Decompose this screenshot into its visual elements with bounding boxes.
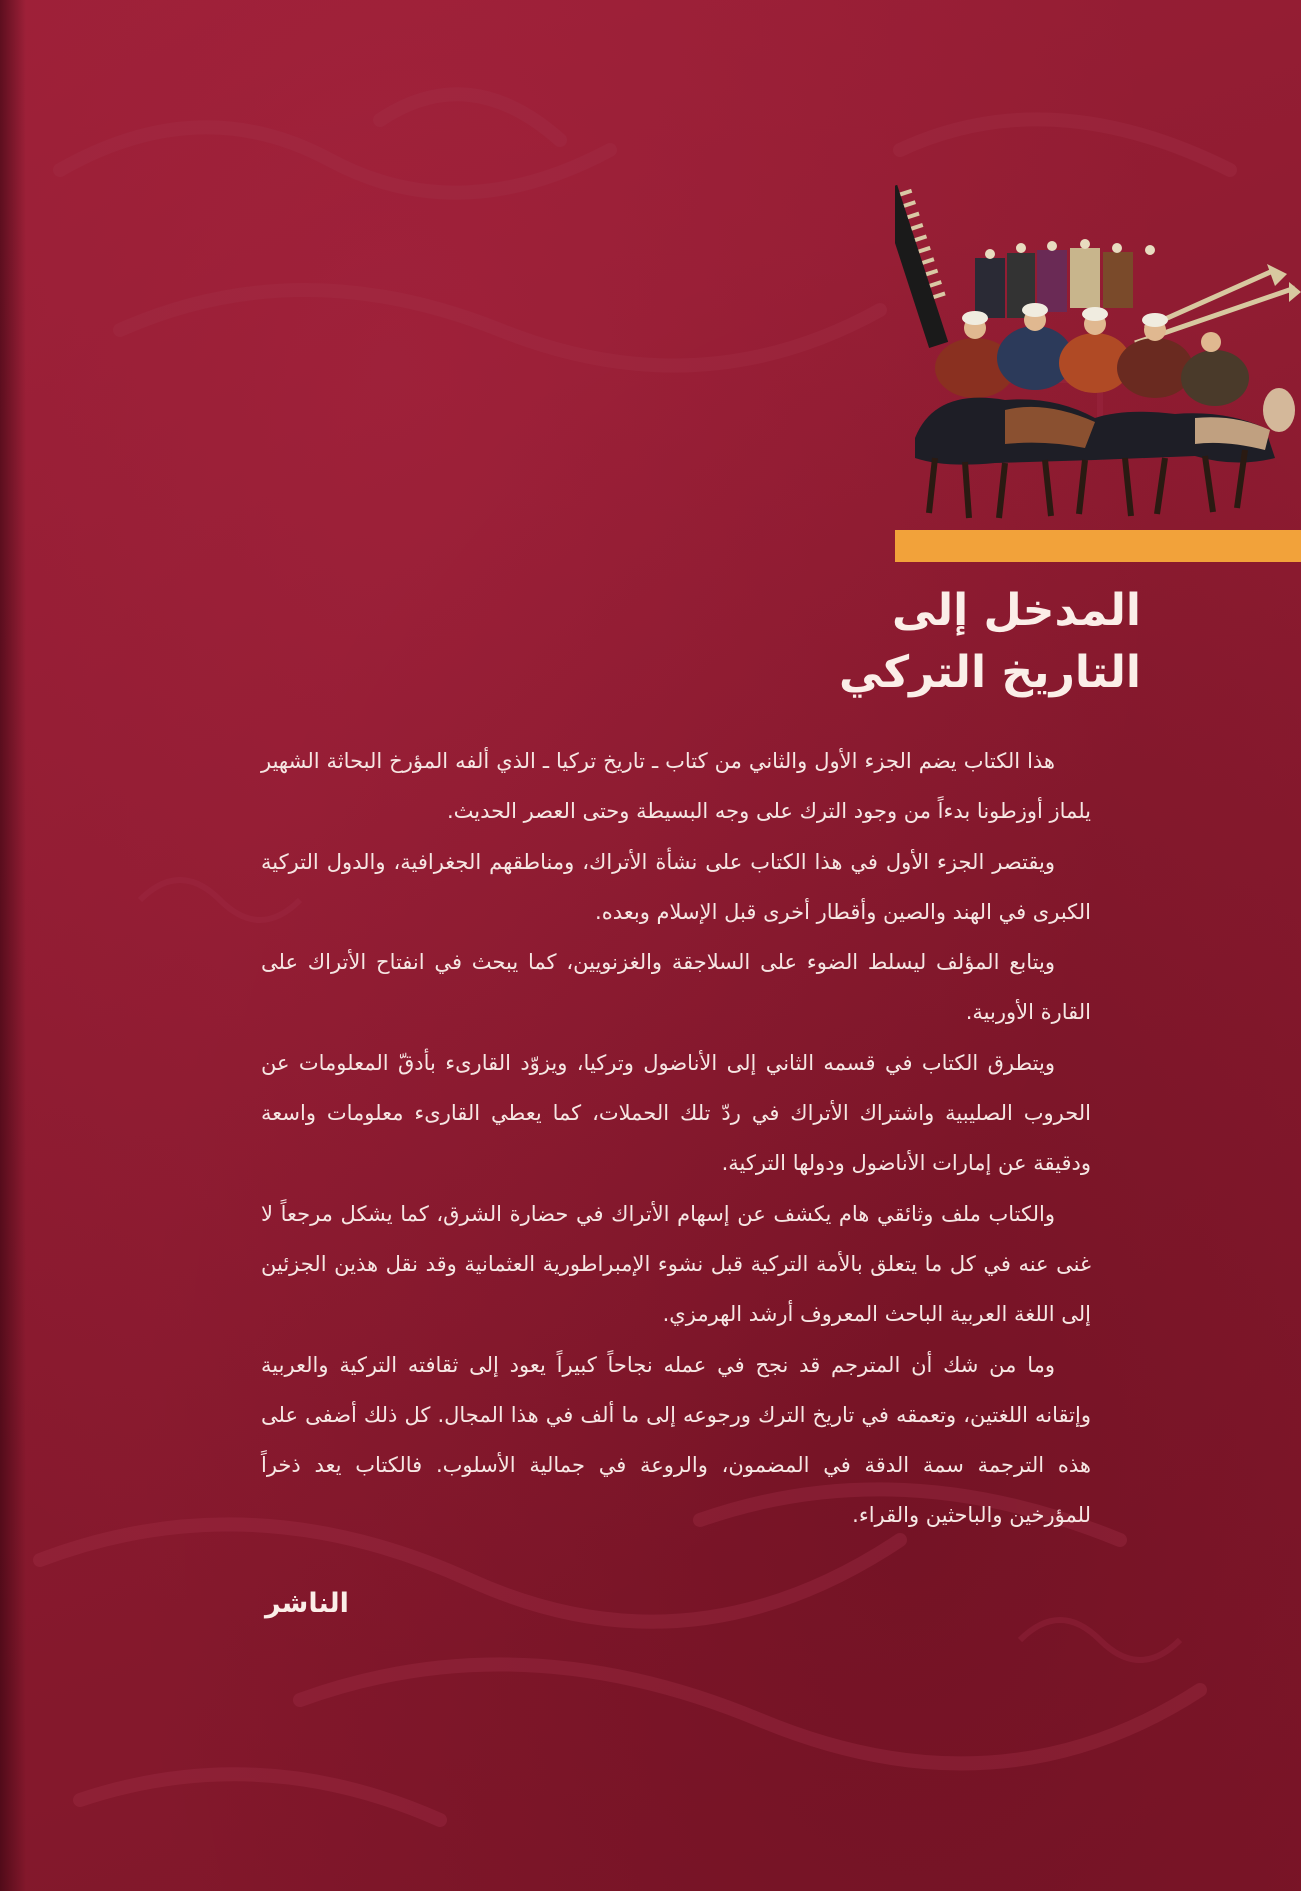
book-title-line-1: المدخل إلى xyxy=(892,585,1141,636)
blurb-paragraph-5: والكتاب ملف وثائقي هام يكشف عن إسهام الأتراك في حضارة الشرق، كما يشكل مرجعاً لا غنى عنه في كل ما يتعلق بالأمة التركية قبل نشوء الإمبراطورية العثمانية وقد نقل هذين الجزئين إلى اللغة العربية الباحث المعروف أرشد الهرمزي. xyxy=(261,1201,1091,1327)
accent-band xyxy=(895,530,1301,562)
blurb-paragraph-3: ويتابع المؤلف ليسلط الضوء على السلاجقة والغزنويين، كما يبحث في انفتاح الأتراك على القارة الأوربية. xyxy=(261,950,1091,1025)
book-title-line-2: التاريخ التركي xyxy=(838,647,1141,698)
blurb-paragraph-4: ويتطرق الكتاب في قسمه الثاني إلى الأناضول وتركيا، ويزوّد القارىء بأدقّ المعلومات عن الحروب الصليبية واشتراك الأتراك في ردّ تلك الحملات، كما يعطي القارىء معلومات واسعة ودقيقة عن إمارات الأناضول ودولها التركية. xyxy=(261,1050,1091,1176)
blurb xyxy=(261,736,1091,1541)
blurb-paragraph-6: وما من شك أن المترجم قد نجح في عمله نجاحاً كبيراً يعود إلى ثقافته التركية والعربية وإتقانه اللغتين، وتعمقه في تاريخ الترك ورجوعه إلى ما ألف في هذا المجال. كل ذلك أضفى على هذه الترجمة سمة الدقة في المضمون، والروعة في جمالية الأسلوب. فالكتاب يعد ذخراً للمؤرخين والباحثين والقراء. xyxy=(261,1352,1091,1528)
book-title xyxy=(641,580,1141,704)
cover-illustration xyxy=(895,178,1301,530)
blurb-paragraph-1: هذا الكتاب يضم الجزء الأول والثاني من كتاب ـ تاريخ تركيا ـ الذي ألفه المؤرخ البحاثة الشهير يلماز أوزطونا بدءاً من وجود الترك على وجه البسيطة وحتى العصر الحديث. xyxy=(261,749,1091,824)
spine-shadow xyxy=(0,0,26,1891)
publisher-label: الناشر xyxy=(265,1588,349,1619)
blurb-paragraph-2: ويقتصر الجزء الأول في هذا الكتاب على نشأة الأتراك، ومناطقهم الجغرافية، والدول التركية الكبرى في الهند والصين وأقطار أخرى قبل الإسلام وبعده. xyxy=(261,849,1091,924)
